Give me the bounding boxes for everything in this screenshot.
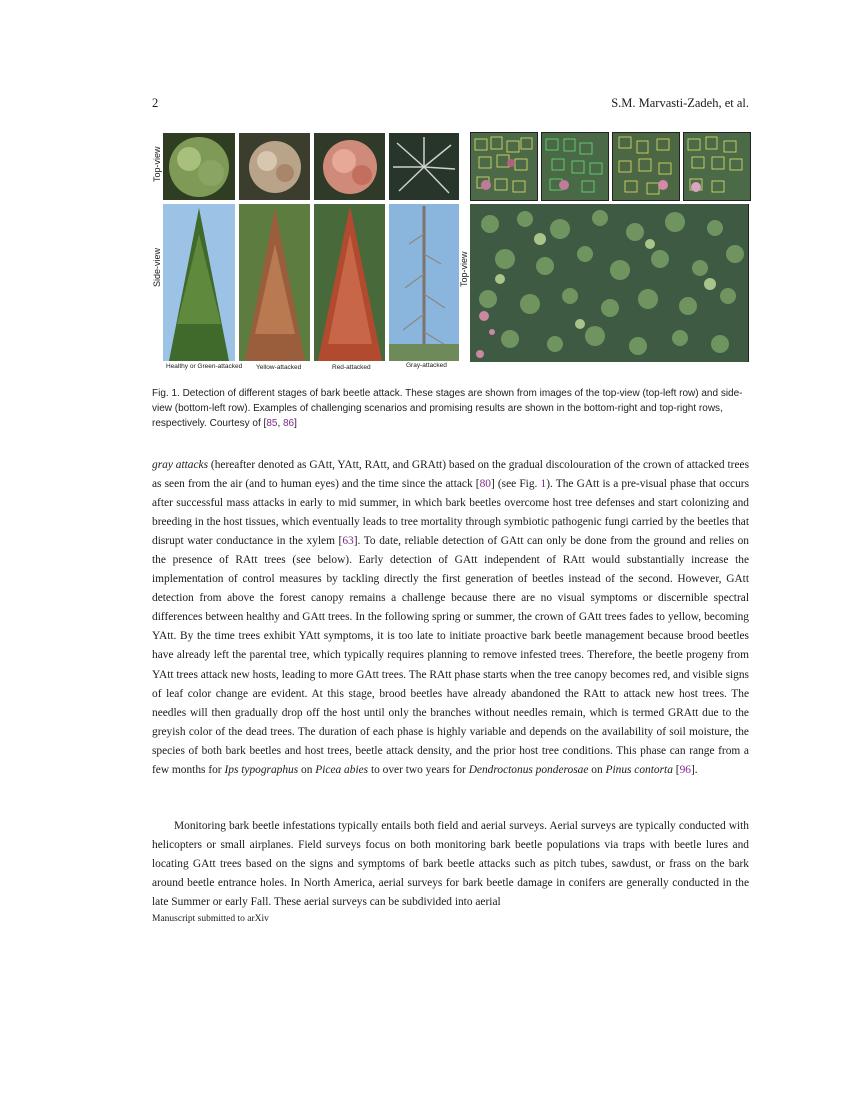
text-run: ]. To date, reliable detection of GAtt can only be done from the ground and relies on the presence of RAtt trees (see below). Early detection of GAtt independent of RAtt would substantially increase the implementation of control measures by tackling directly the first generation of beetles instead of the second. However, GAtt detection from above the forest canopy remains a challenge because there are no visual symptoms or discernible spectral differences between healthy and GAtt trees. In the following spring or summer, the crown of GAtt trees fades to yellow, becoming YAtt. By the time trees exhibit YAtt symptoms, it is too late to initiate proactive bark beetle management because brood beetles have already left the parental tree, which typically requires planning to remove infested trees. Therefore, the beetle progeny from YAtt trees attack new hosts, leading to more GAtt trees. The RAtt phase starts when the tree canopy becomes red, and visible signs of leaf color change are evident. At this stage, brood beetles have already abandoned the RAtt to attack new host trees. The needles will then gradually drop off the host until only the branches without needles remain, which is termed GRAtt due to the greyish color of the dead trees. The duration of each phase is highly variable and depends on the availability of soil moisture, the species of both bark beetles and host trees, beetle attack density, and the prior host tree conditions. This phase can range from a few months for	[152, 535, 750, 776]
detection-result-image-2	[541, 132, 609, 201]
column-label-yellow: Yellow-attacked	[256, 364, 302, 371]
figure-caption	[152, 386, 750, 431]
text-run: [	[672, 763, 680, 776]
italic-term: Dendroctonus ponderosae	[468, 763, 589, 776]
italic-term: Ips typographus	[224, 763, 299, 776]
topview-yellow-image	[239, 133, 310, 200]
aerial-forest-image	[470, 204, 749, 362]
column-label-healthy: Healthy or Green-attacked	[166, 363, 243, 370]
italic-term: gray attacks	[152, 459, 209, 471]
detection-result-image-3	[612, 132, 680, 201]
right-label-top-view: Top-view	[459, 251, 469, 287]
text-run: ].	[690, 763, 698, 776]
detection-result-image-4	[683, 132, 751, 201]
caption-text: Detection of different stages of bark beetle attack. These stages are shown from images of the top-view (top-left row) and side-view (bottom-left row). Examples of challenging scenarios and promising results are shown in the bottom-right and top-right rows, respectively. Courtesy of [	[152, 388, 743, 429]
citation-link[interactable]: 96	[679, 763, 691, 776]
row-label-side-view: Side-view	[152, 247, 162, 287]
text-run: (hereafter denoted as GAtt, YAtt, RAtt, and GRAtt) based on the gradual discolouration of the crown of attacked trees as seen from the air (and to human eyes) and the time since the attack [	[152, 459, 750, 491]
row-label-top-view: Top-view	[152, 146, 162, 182]
text-run: to over two years for	[368, 763, 469, 776]
topview-red-image	[314, 133, 385, 200]
sideview-red-image	[314, 204, 385, 361]
running-header-authors: S.M. Marvasti-Zadeh, et al.	[611, 96, 749, 110]
italic-term: Picea abies	[315, 763, 369, 776]
body-paragraph-2: Monitoring bark beetle infestations typically entails both field and aerial surveys. Aerial surveys are typically conducted with helicopters or small airplanes. Field surveys focus on both monitoring bark beetle populations via traps with beetle lures and locating GAtt trees based on the signs and symptoms of bark beetle attacks such as pitch tubes, sawdust, or frass on the bark around beetle entrance holes. In North America, aerial surveys for bark beetle damage in conifers are generally conducted in the late Summer or early Fall. These aerial surveys can be subdivided into aerial	[152, 820, 749, 909]
topview-healthy-image	[163, 133, 235, 200]
text-run: ). The GAtt is a pre-visual phase that occurs after successful mass attacks in early to mid summer, in which bark beetles overcome host tree defenses and start colonizing and breeding in the host tissues, which eventually leads to tree mortality through symbiotic pathogenic fungi carried by the beetles that disrupt water conductance in the xylem [	[152, 478, 750, 548]
citation-link[interactable]: 86	[283, 418, 295, 429]
detection-result-image-1	[470, 132, 538, 201]
figure-ref-link[interactable]: 1	[540, 478, 547, 491]
column-label-red: Red-attacked	[332, 364, 371, 371]
body-paragraph-1	[152, 456, 749, 780]
topview-gray-image	[389, 133, 459, 200]
text-run: ] (see Fig.	[490, 478, 541, 491]
column-label-gray: Gray-attacked	[406, 362, 447, 369]
text-run: on	[588, 763, 606, 776]
sideview-yellow-image	[239, 204, 310, 361]
italic-term: Pinus contorta	[605, 763, 673, 776]
page-number: 2	[152, 96, 159, 110]
caption-end: ]	[294, 418, 297, 429]
citation-link[interactable]: 80	[479, 478, 491, 491]
sideview-healthy-image	[163, 204, 235, 361]
sideview-gray-image	[389, 204, 459, 361]
citation-link[interactable]: 63	[342, 535, 354, 548]
footer-note: Manuscript submitted to arXiv	[152, 914, 269, 924]
citation-link[interactable]: 85	[266, 418, 278, 429]
text-run: on	[298, 763, 316, 776]
caption-prefix: Fig. 1.	[152, 388, 180, 399]
caption-separator: ,	[277, 418, 283, 429]
